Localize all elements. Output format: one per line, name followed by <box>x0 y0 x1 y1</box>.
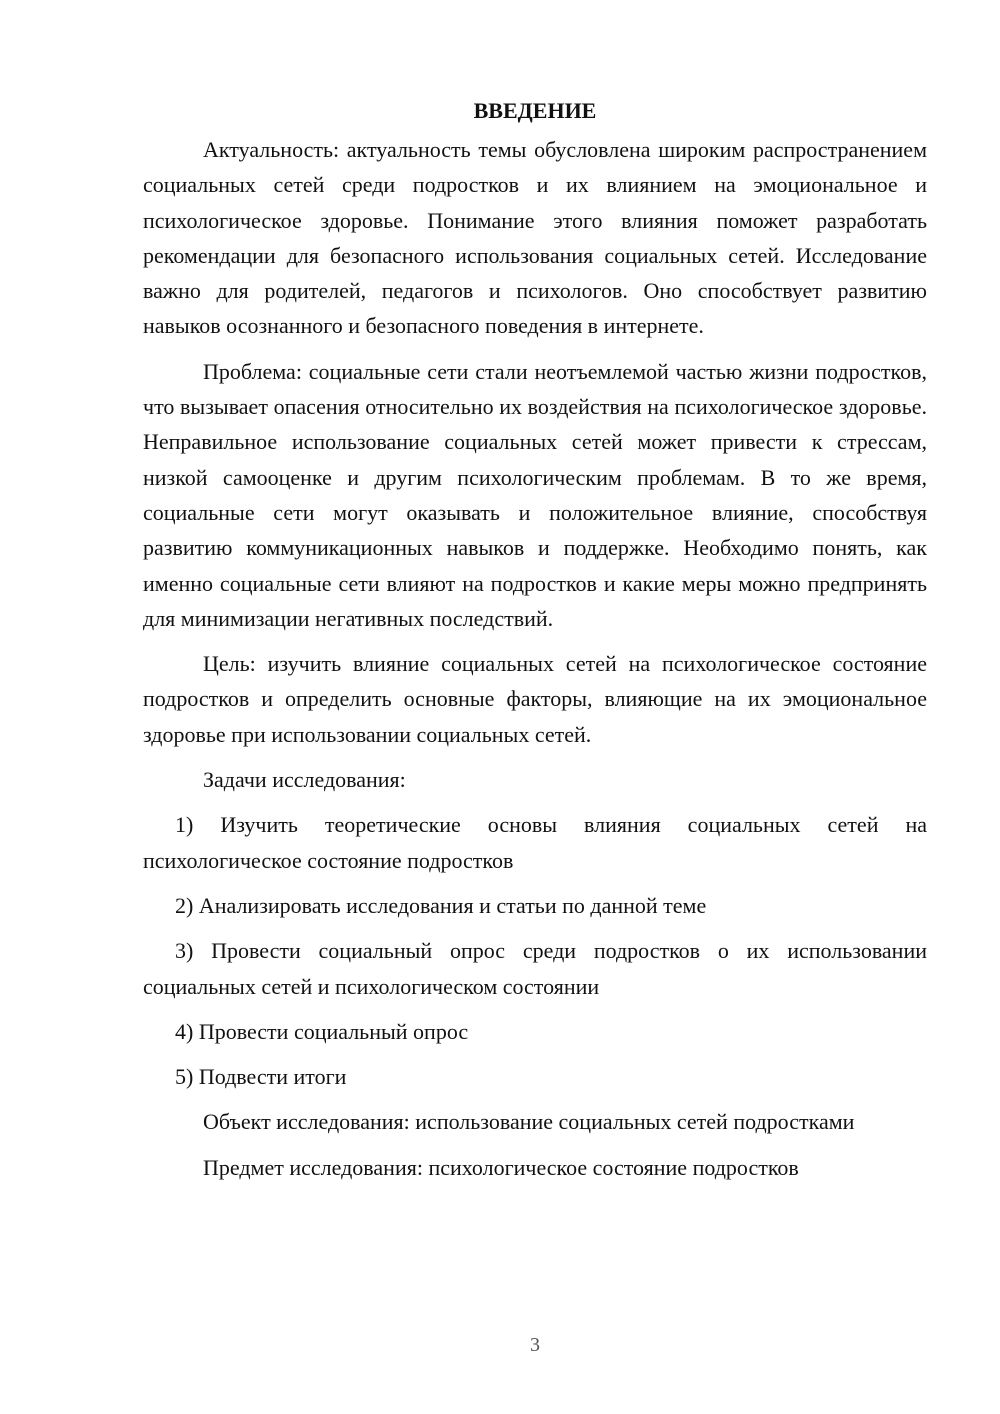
paragraph-problem: Проблема: социальные сети стали неотъемлемой частью жизни подростков, что вызывает опасения относительно их воздействия на психологическое здоровье. Неправильное использование социальных сетей может привести к стрессам, низкой самооценке и другим психологическим проблемам. В то же время, социальные сети могут оказывать и положительное влияние, способствуя развитию коммуникационных навыков и поддержке. Необходимо понять, как именно социальные сети влияют на подростков и какие меры можно предпринять для минимизации негативных последствий. <box>143 358 927 631</box>
paragraph-object: Объект исследования: использование социальных сетей подростками <box>203 1109 855 1135</box>
tasks-title: Задачи исследования: <box>203 767 406 793</box>
paragraph-goal: Цель: изучить влияние социальных сетей на психологическое состояние подростков и определить основные факторы, влияющие на их эмоциональное здоровье при использовании социальных сетей. <box>143 651 927 747</box>
task-item-4: 4) Провести социальный опрос <box>175 1018 469 1044</box>
task-item-2: 2) Анализировать исследования и статьи по данной теме <box>175 892 707 918</box>
page-title: ВВЕДЕНИЕ <box>473 98 597 123</box>
task-item-3: 3) Провести социальный опрос среди подростков о их использовании социальных сетей и психологическом состоянии <box>143 938 927 999</box>
document-page <box>143 96 927 1195</box>
task-item-1: 1) Изучить теоретические основы влияния социальных сетей на психологическое состояние подростков <box>143 812 927 873</box>
paragraph-subject: Предмет исследования: психологическое состояние подростков <box>203 1154 799 1180</box>
task-item-5: 5) Подвести итоги <box>175 1064 347 1090</box>
paragraph-relevance: Актуальность: актуальность темы обусловлена широким распространением социальных сетей среди подростков и их влиянием на эмоциональное и психологическое здоровье. Понимание этого влияния поможет разработать рекомендации для безопасного использования социальных сетей. Исследование важно для родителей, педагогов и психологов. Оно способствует развитию навыков осознанного и безопасного поведения в интернете. <box>143 137 927 339</box>
page-number: 3 <box>530 1334 540 1356</box>
